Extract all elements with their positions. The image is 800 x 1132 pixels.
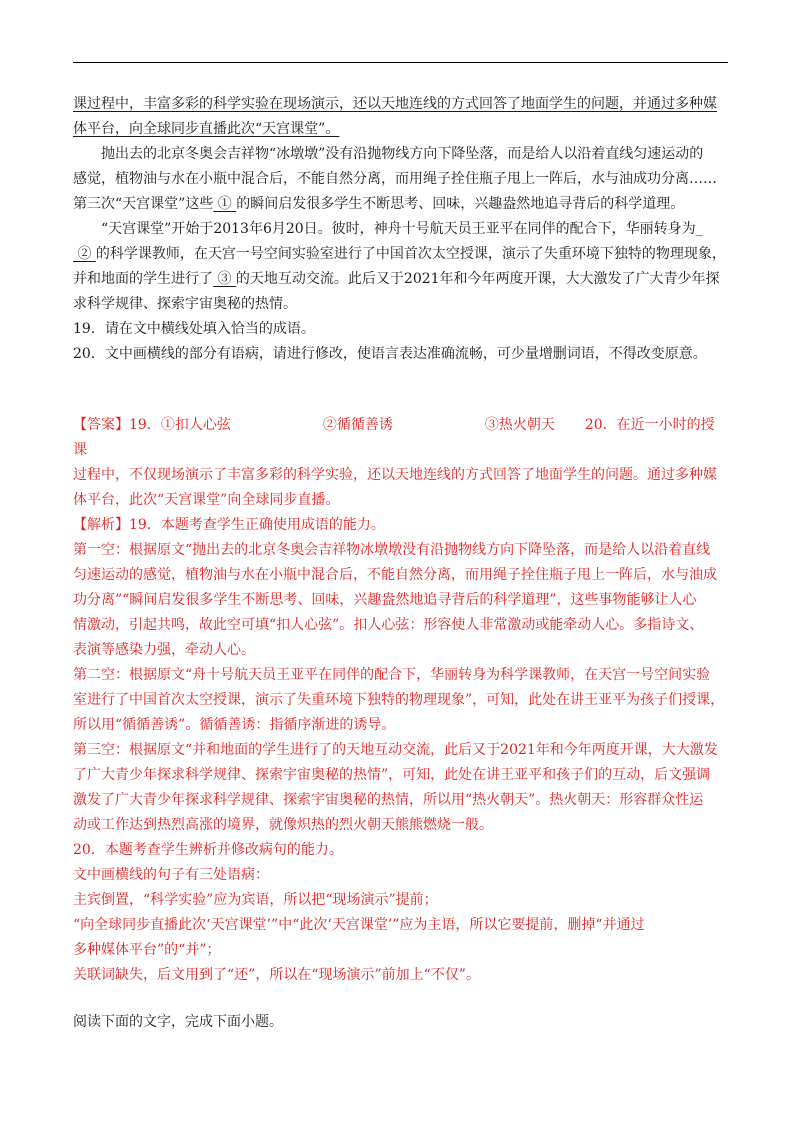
analysis-line: 主宾倒置，“科学实验”应为宾语，所以把“现场演示”提前； [73, 892, 438, 908]
answer-block [73, 413, 728, 513]
answer-line2: 过程中，不仅现场演示了丰富多彩的科学实验，还以天地连线的方式回答了地面学生的问题。通过多种媒 [73, 467, 717, 483]
passage-para2-line3: 并和地面的学生进行了 ③ 的天地互动交流。此后又于2021年和今年两度开课，大大激发了广大青少年探 [73, 271, 720, 287]
blank-3: ③ [217, 271, 232, 287]
passage-para2-line1: “天宫课堂”开始于2013年6月20日。彼时，神舟十号航天员王亚平在同伴的配合下，华丽转身为_ [101, 221, 703, 237]
answer-3: ③热火朝天 [484, 417, 555, 433]
analysis-line: 多种媒体平台”的“并”； [73, 942, 221, 958]
analysis-line: 文中画横线的句子有三处语病： [73, 867, 269, 883]
passage [73, 92, 728, 367]
analysis-line: 激发了广大青少年探求科学规律、探索宇宙奥秘的热情，所以用“热火朝天”。热火朝天：形容群众性运 [73, 792, 704, 808]
answer-1: ①扣人心弦 [160, 417, 231, 433]
answer-2: ②循循善诱 [322, 417, 393, 433]
answer-line3: 体平台，此次“天宫课堂”向全球同步直播。 [73, 492, 340, 508]
analysis-head: 【解析】19．本题考查学生正确使用成语的能力。 [73, 517, 385, 533]
analysis-line: 表演等感染力强，牵动人心。 [73, 642, 255, 658]
analysis-block [73, 513, 728, 988]
passage-para2-line2: ② 的科学课教师，在天宫一号空间实验室进行了中国首次太空授课，演示了失重环境下独特的物理现象， [73, 242, 728, 267]
answer-line1: 【答案】19．①扣人心弦 ②循循善诱 ③热火朝天 20．在近一小时的授课 [73, 417, 715, 458]
analysis-line: 第一空：根据原文“抛出去的北京冬奥会吉祥物冰墩墩没有沿抛物线方向下降坠落，而是给人以沿着直线 [73, 542, 711, 558]
analysis-line: 功分离”“瞬间启发很多学生不断思考、回味，兴趣盎然地追寻背后的科学道理”，这些事物能够让人心 [73, 592, 697, 608]
passage-para1-line2: 感觉，植物油与水在小瓶中混合后，不能自然分离，而用绳子拴住瓶子甩上一阵后，水与油成功分离…… [73, 171, 717, 187]
analysis-line: 20．本题考查学生辨析并修改病句的能力。 [73, 842, 343, 858]
passage-para2-line4: 求科学规律、探索宇宙奥秘的热情。 [73, 296, 297, 312]
analysis-line: 匀速运动的感觉，植物油与水在小瓶中混合后，不能自然分离，而用绳子拴住瓶子甩上一阵后，水与油成 [73, 567, 717, 583]
analysis-line: “向全球同步直播此次‘天宫课堂’”中“此次‘天宫课堂’”应为主语，所以它要提前，删掉“并通过 [73, 917, 645, 933]
analysis-line: 室进行了中国首次太空授课，演示了失重环境下独特的物理现象”，可知，此处在讲王亚平为孩子们授课， [73, 692, 725, 708]
underlined-sentence-line2: 体平台，向全球同步直播此次“天宫课堂”。 [73, 121, 340, 137]
answer-20-head: 20．在近一小时的授课 [73, 417, 715, 458]
answer-tag: 【答案】 [73, 417, 129, 433]
passage-para1-line3: 第三次“天宫课堂”这些 ① 的瞬间启发很多学生不断思考、回味，兴趣盎然地追寻背后的科学道理。 [73, 196, 685, 212]
analysis-line: 第三空：根据原文“并和地面的学生进行了的天地互动交流，此后又于2021年和今年两度开课，大大激发 [73, 742, 718, 758]
analysis-line: 了广大青少年探求科学规律、探索宇宙奥秘的热情”，可知，此处在讲王亚平和孩子们的互动，后文强调 [73, 767, 711, 783]
analysis-line: 关联词缺失，后文用到了“还”，所以在“现场演示”前加上“不仅”。 [73, 967, 480, 983]
analysis-line: 第二空：根据原文“舟十号航天员王亚平在同伴的配合下，华丽转身为科学课教师，在天宫一号空间实验 [73, 667, 711, 683]
underlined-sentence-line1: 课过程中，丰富多彩的科学实验在现场演示，还以天地连线的方式回答了地面学生的问题，并通过多种媒 [73, 96, 717, 112]
analysis-line: 所以用“循循善诱”。循循善诱：指循序渐进的诱导。 [73, 717, 396, 733]
question-20: 20．文中画横线的部分有语病，请进行修改，使语言表达准确流畅，可少量增删词语，不得改变原意。 [73, 346, 707, 362]
analysis-line: 情激动，引起共鸣，故此空可填“扣人心弦”。扣人心弦：形容使人非常激动或能牵动人心。多指诗文、 [73, 617, 704, 633]
reading-instruction: 阅读下面的文字，完成下面小题。 [73, 1014, 283, 1030]
analysis-line: 动或工作达到热烈高涨的境界，就像炽热的烈火朝天熊熊燃烧一般。 [73, 817, 493, 833]
passage-para1-line1: 抛出去的北京冬奥会吉祥物“冰墩墩”没有沿抛物线方向下降坠落，而是给人以沿着直线匀速运动的 [101, 146, 704, 162]
blank-1: ① [217, 196, 232, 212]
question-19: 19．请在文中横线处填入恰当的成语。 [73, 321, 315, 337]
header-rule [73, 62, 728, 63]
blank-2: ② [77, 246, 92, 262]
